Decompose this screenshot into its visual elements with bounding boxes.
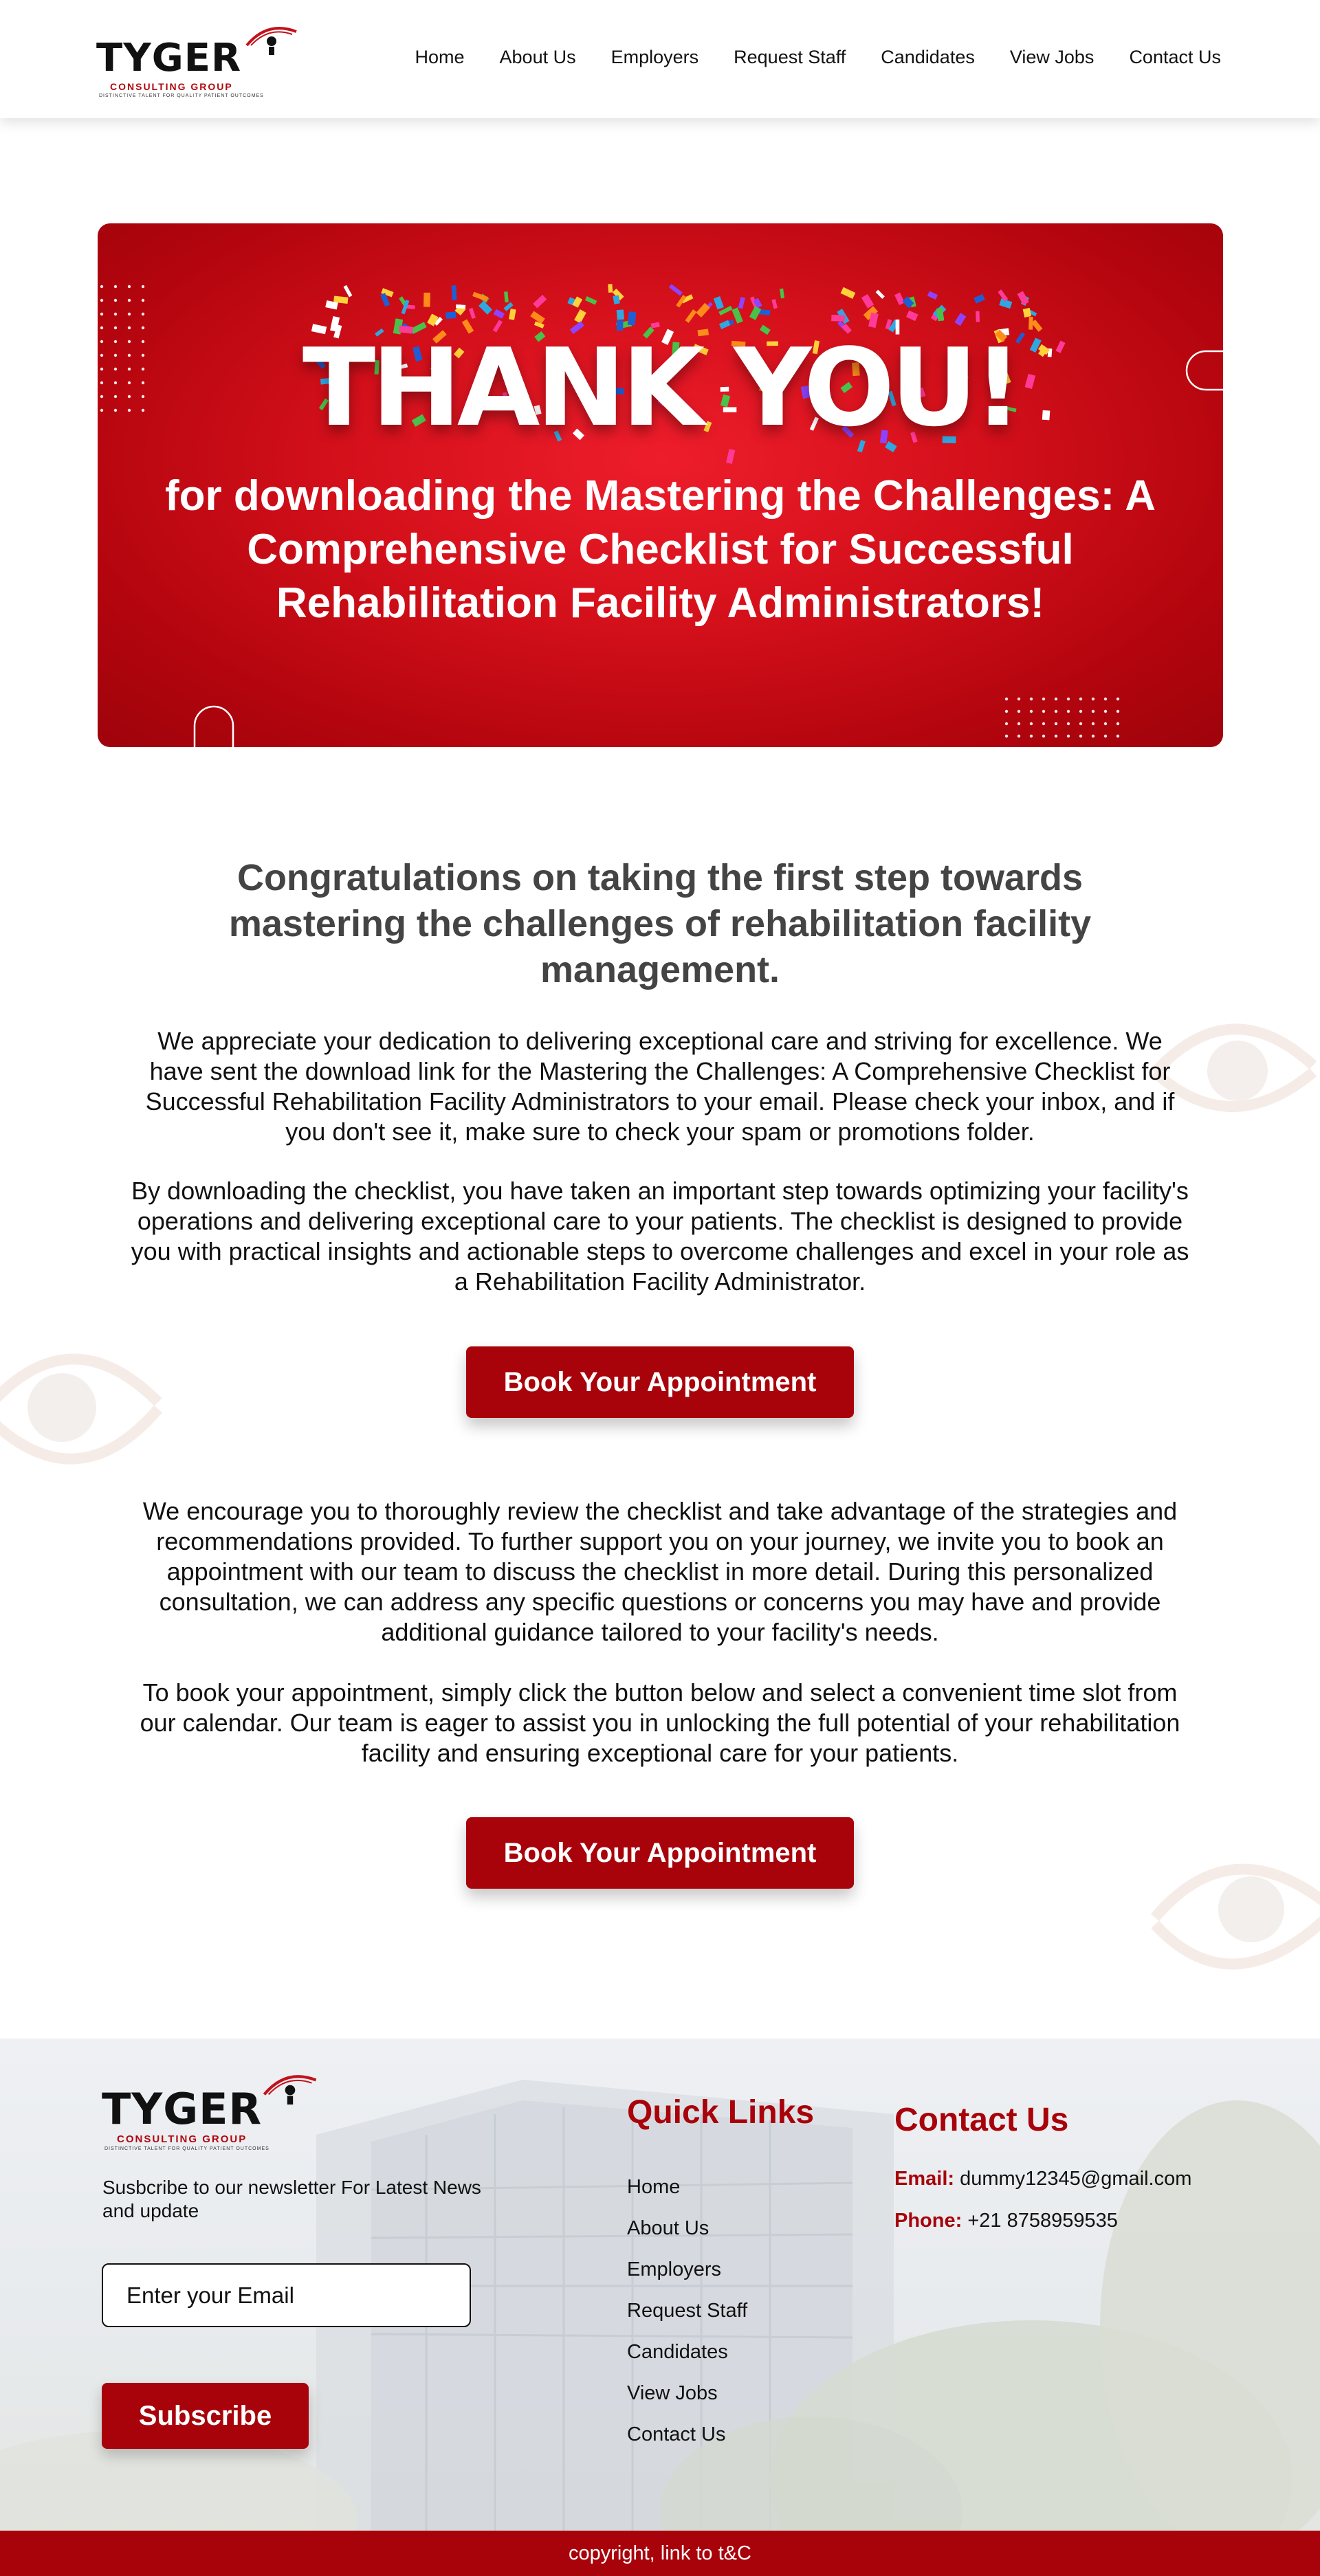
- watermark-eye-icon: [1148, 1814, 1320, 1993]
- dot-grid-right: [1005, 698, 1119, 737]
- nav-view-jobs[interactable]: View Jobs: [1009, 47, 1094, 67]
- footer-link-candidates[interactable]: Candidates: [627, 2341, 728, 2363]
- logo-eye-icon: [261, 2073, 319, 2105]
- quick-links-list: [627, 2166, 747, 2455]
- book-appointment-button[interactable]: Book Your Appointment: [466, 1346, 854, 1418]
- contact-phone: [894, 2210, 1118, 2232]
- footer-brand-logo[interactable]: [102, 2069, 315, 2151]
- brand-logo[interactable]: [96, 22, 296, 98]
- logo-wordmark: TYGER: [96, 36, 242, 80]
- footer-link-employers[interactable]: Employers: [627, 2258, 721, 2280]
- congrats-heading: Congratulations on taking the first step towards mastering the challenges of rehabilitation facility management.: [228, 857, 1092, 990]
- paragraph-download-link: We appreciate your dedication to delivering exceptional care and striving for excellence. We have sent the download link for the Mastering the Challenges: A Comprehensive Checklist for Successful Rehabilitation Facility Administrators to your email. Please check your inbox, and if you don't see it, make sure to check your spam or promotions folder.: [145, 1027, 1175, 1146]
- logo-wordmark: TYGER: [102, 2084, 263, 2134]
- book-appointment-button[interactable]: Book Your Appointment: [466, 1817, 854, 1889]
- watermark-eye-icon: [0, 1306, 179, 1512]
- nav-contact-us[interactable]: Contact Us: [1129, 47, 1221, 67]
- footer-link-view-jobs[interactable]: View Jobs: [627, 2382, 718, 2404]
- site-footer: [0, 2039, 1320, 2531]
- copyright-link[interactable]: copyright, link to t&C: [569, 2542, 751, 2564]
- thank-you-title: THANK YOU!: [302, 325, 1019, 450]
- paragraph-book-instructions: To book your appointment, simply click the button below and select a convenient time slot from our calendar. Our team is eager to assist you in unlocking the full potential of your rehabilitation facility and ensuring exceptional care for your patients.: [140, 1678, 1180, 1767]
- nav-home[interactable]: Home: [415, 47, 465, 67]
- newsletter-email-input[interactable]: [102, 2263, 471, 2327]
- main-nav: [380, 47, 1222, 68]
- site-header: [0, 0, 1320, 118]
- subscribe-button[interactable]: Subscribe: [102, 2383, 309, 2449]
- contact-email-value[interactable]: dummy12345@gmail.com: [960, 2168, 1192, 2190]
- contact-email-label: Email:: [894, 2168, 955, 2190]
- logo-tagline: DISTINCTIVE TALENT FOR QUALITY PATIENT OUTCOMES: [99, 93, 264, 98]
- banner-subtitle: for downloading the Mastering the Challenges: A Comprehensive Checklist for Successful Rehabilitation Facility Administrators!: [165, 472, 1156, 627]
- contact-phone-value[interactable]: +21 8758959535: [967, 2210, 1118, 2232]
- thank-you-banner: [98, 223, 1223, 747]
- paragraph-checklist-benefits: By downloading the checklist, you have taken an important step towards optimizing your facility's operations and delivering exceptional care to your patients. The checklist is designed to provide you with practical insights and actionable steps to overcome challenges and excel in your role as a Rehabilitation Facility Administrator.: [131, 1177, 1189, 1296]
- footer-link-contact-us[interactable]: Contact Us: [627, 2423, 726, 2445]
- contact-email: [894, 2168, 1191, 2190]
- footer-link-home[interactable]: Home: [627, 2176, 681, 2198]
- logo-tagline: DISTINCTIVE TALENT FOR QUALITY PATIENT OUTCOMES: [104, 2146, 270, 2151]
- nav-request-staff[interactable]: Request Staff: [734, 47, 846, 67]
- copyright-bar: [0, 2531, 1320, 2576]
- logo-eye-icon: [244, 25, 299, 55]
- quick-links-title: Quick Links: [627, 2094, 815, 2131]
- nav-about-us[interactable]: About Us: [499, 47, 576, 67]
- contact-phone-label: Phone:: [894, 2210, 962, 2232]
- logo-subtitle: CONSULTING GROUP: [117, 2133, 248, 2145]
- newsletter-description: Susbcribe to our newsletter For Latest News and update: [102, 2177, 481, 2221]
- logo-subtitle: CONSULTING GROUP: [110, 81, 233, 92]
- paragraph-review-checklist: We encourage you to thoroughly review the checklist and take advantage of the strategies and recommendations provided. To further support you on your journey, we invite you to book an appointment with our team to discuss the checklist in more detail. During this personalized consultation, we can address any specific questions or concerns you may have and provide additional guidance tailored to your facility's needs.: [142, 1497, 1178, 1646]
- footer-link-request-staff[interactable]: Request Staff: [627, 2300, 748, 2322]
- contact-title: Contact Us: [894, 2102, 1069, 2138]
- nav-employers[interactable]: Employers: [610, 47, 699, 67]
- footer-link-about-us[interactable]: About Us: [627, 2217, 710, 2239]
- nav-candidates[interactable]: Candidates: [881, 47, 975, 67]
